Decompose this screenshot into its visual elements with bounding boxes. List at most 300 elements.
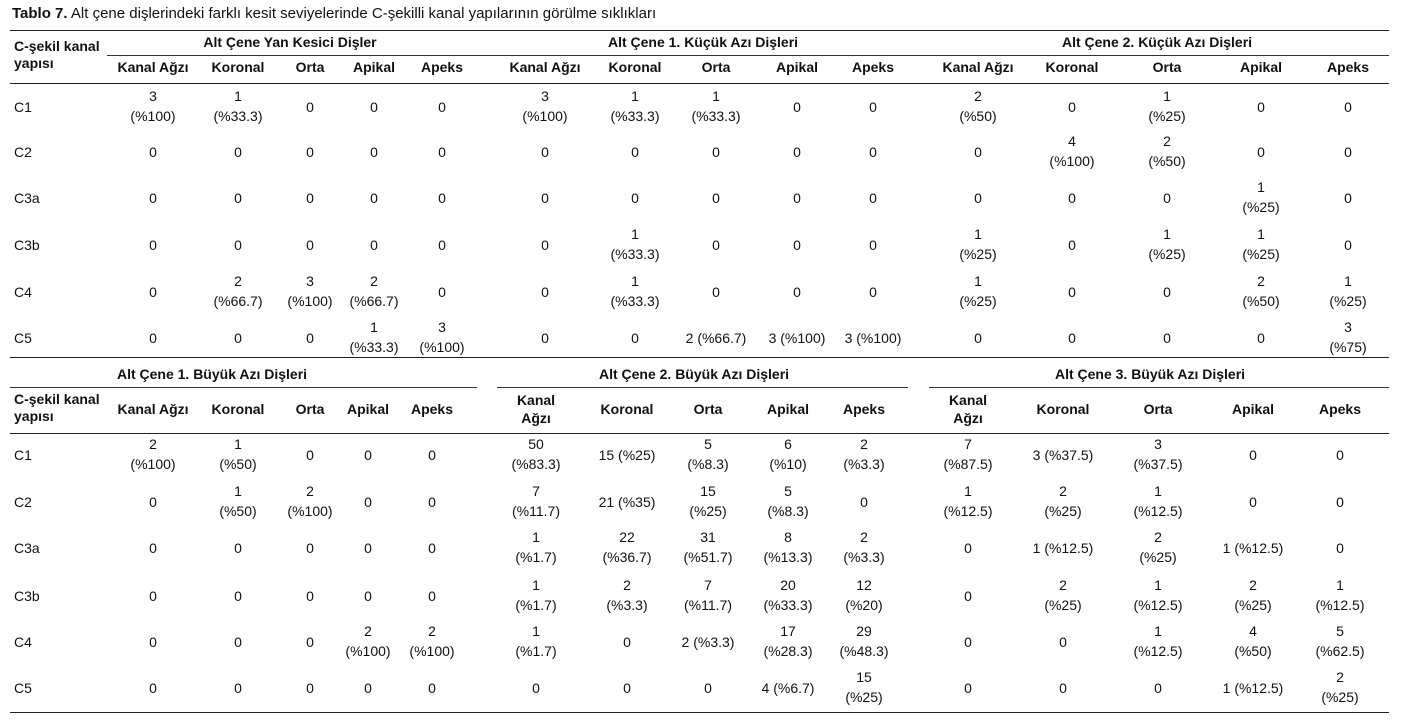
table-cell: 0: [793, 99, 801, 115]
table-cell: 1: [532, 529, 540, 545]
table-cell: 2: [1059, 577, 1067, 593]
table-cell: 1: [712, 88, 720, 104]
table-cell: 2 (%3.3): [681, 634, 735, 650]
row-header-label: C-şekil kanal: [14, 391, 100, 407]
table-cell: 0: [793, 284, 801, 300]
column-header: Apikal: [1231, 401, 1275, 417]
table-cell: 0: [1336, 447, 1344, 463]
column-header: Koronal: [211, 401, 265, 417]
row-label: C4: [14, 634, 32, 650]
table-cell: 0: [1336, 494, 1344, 510]
table-cell: 7: [964, 436, 972, 452]
column-header: Apikal: [766, 401, 810, 417]
table-cell: (%20): [845, 597, 883, 613]
table-cell: (%100): [130, 456, 176, 472]
table-cell: 0: [1249, 447, 1257, 463]
table-cell: 0: [1163, 284, 1171, 300]
table-cell: 4: [1249, 623, 1257, 639]
table-cell: (%25): [845, 689, 883, 705]
table-cell: 1 (%12.5): [1222, 680, 1284, 696]
table-cell: (%50): [1148, 153, 1186, 169]
table-cell: 0: [1068, 190, 1076, 206]
rule-line: [10, 433, 1389, 434]
table-cell: (%100): [409, 643, 455, 659]
table-cell: 0: [234, 330, 242, 346]
table-cell: 4 (%6.7): [761, 680, 815, 696]
table-cell: (%33.3): [610, 293, 660, 309]
column-header: Kanal: [516, 392, 556, 408]
table-cell: 0: [532, 680, 540, 696]
table-cell: 0: [1344, 237, 1352, 253]
table-cell: 2: [860, 436, 868, 452]
table-cell: (%3.3): [843, 549, 885, 565]
table-cell: 3 (%100): [844, 330, 902, 346]
table-cell: 0: [149, 144, 157, 160]
table-cell: (%48.3): [839, 643, 889, 659]
table-cell: 0: [712, 237, 720, 253]
table-cell: 1: [1336, 577, 1344, 593]
rule-line: [10, 357, 1389, 358]
table-cell: 0: [623, 680, 631, 696]
table-cell: 0: [364, 680, 372, 696]
table-cell: (%100): [522, 108, 568, 124]
table-cell: 0: [428, 680, 436, 696]
table-cell: 31: [700, 529, 716, 545]
rule-line: [10, 387, 477, 388]
table-cell: 1: [532, 623, 540, 639]
table-cell: 0: [306, 680, 314, 696]
table-cell: (%8.3): [767, 503, 809, 519]
table-cell: 0: [793, 144, 801, 160]
table-cell: 3: [438, 319, 446, 335]
group-title: Alt Çene 3. Büyük Azı Dişleri: [1054, 366, 1246, 382]
table-cell: 0: [704, 680, 712, 696]
row-label: C5: [14, 680, 32, 696]
row-label: C4: [14, 284, 32, 300]
table-cell: 2: [974, 88, 982, 104]
table-cell: 0: [1257, 144, 1265, 160]
column-header: Orta: [295, 59, 325, 75]
table-cell: 3 (%100): [768, 330, 826, 346]
row-label: C3a: [14, 190, 40, 206]
table-cell: 0: [370, 144, 378, 160]
table-cell: 0: [541, 330, 549, 346]
rule-line: [10, 712, 1389, 713]
table-cell: 3: [306, 273, 314, 289]
table-cell: (%12.5): [1133, 643, 1183, 659]
table-cell: 0: [428, 494, 436, 510]
table-cell: (%12.5): [943, 503, 993, 519]
table-cell: 1: [370, 319, 378, 335]
table-cell: 0: [793, 190, 801, 206]
table-cell: (%50): [1234, 643, 1272, 659]
table-cell: 0: [364, 540, 372, 556]
row-label: C1: [14, 99, 32, 115]
table-cell: 0: [149, 494, 157, 510]
group-title: Alt Çene 1. Küçük Azı Dişleri: [607, 34, 799, 50]
table-cell: 3 (%37.5): [1032, 447, 1094, 463]
table-cell: 29: [856, 623, 872, 639]
table-cell: (%3.3): [606, 597, 648, 613]
group-title: Alt Çene 2. Küçük Azı Dişleri: [1061, 34, 1253, 50]
table-cell: 0: [234, 680, 242, 696]
row-label: C5: [14, 330, 32, 346]
table-cell: 7: [704, 577, 712, 593]
table-cell: (%37.5): [1133, 456, 1183, 472]
table-cell: (%12.5): [1133, 503, 1183, 519]
table-cell: 0: [438, 237, 446, 253]
column-header: Kanal: [948, 392, 988, 408]
column-header: Apikal: [346, 401, 390, 417]
table-cell: 0: [149, 284, 157, 300]
table-cell: (%12.5): [1133, 597, 1183, 613]
table-cell: 0: [149, 540, 157, 556]
column-header: Koronal: [600, 401, 654, 417]
column-header: Apikal: [775, 59, 819, 75]
table-cell: (%25): [1044, 597, 1082, 613]
table-cell: (%25): [959, 293, 997, 309]
table-cell: 0: [712, 284, 720, 300]
table-cell: 1: [631, 88, 639, 104]
table-cell: (%33.3): [610, 246, 660, 262]
table-cell: 2 (%66.7): [685, 330, 747, 346]
table-cell: 0: [869, 99, 877, 115]
table-cell: 0: [974, 330, 982, 346]
table-cell: 0: [306, 588, 314, 604]
table-cell: 1: [631, 273, 639, 289]
column-header: Orta: [295, 401, 325, 417]
table-cell: 0: [631, 190, 639, 206]
column-header: Orta: [1152, 59, 1182, 75]
table-cell: 2: [623, 577, 631, 593]
table-cell: (%25): [959, 246, 997, 262]
table-cell: (%75): [1329, 339, 1367, 355]
table-cell: 1: [1163, 88, 1171, 104]
table-cell: 0: [793, 237, 801, 253]
table-cell: 0: [370, 237, 378, 253]
column-header: Kanal Ağzı: [942, 59, 1014, 75]
table-cell: 0: [1059, 634, 1067, 650]
table-cell: (%100): [419, 339, 465, 355]
table-cell: 1: [234, 483, 242, 499]
table-cell: (%33.3): [213, 108, 263, 124]
table-cell: 0: [370, 99, 378, 115]
table-cell: 0: [1068, 330, 1076, 346]
table-cell: 0: [370, 190, 378, 206]
table-cell: 0: [149, 237, 157, 253]
table-cell: 0: [1068, 237, 1076, 253]
table-cell: 0: [149, 588, 157, 604]
column-header: Orta: [701, 59, 731, 75]
table-cell: 8: [784, 529, 792, 545]
table-cell: 4: [1068, 133, 1076, 149]
table-cell: 0: [428, 540, 436, 556]
table-cell: 0: [149, 680, 157, 696]
group-title: Alt Çene 1. Büyük Azı Dişleri: [116, 366, 308, 382]
table-cell: 0: [234, 144, 242, 160]
table-cell: 0: [234, 237, 242, 253]
table-cell: 2: [1154, 529, 1162, 545]
column-header: Kanal Ağzı: [509, 59, 581, 75]
table-cell: 20: [780, 577, 796, 593]
rule-line: [930, 55, 1389, 56]
table-cell: (%66.7): [349, 293, 399, 309]
table-cell: 1: [234, 88, 242, 104]
table-cell: 15: [700, 483, 716, 499]
table-cell: (%100): [130, 108, 176, 124]
table-cell: (%1.7): [515, 597, 557, 613]
table-cell: 0: [1336, 540, 1344, 556]
column-header: Koronal: [211, 59, 265, 75]
table-cell: 0: [1249, 494, 1257, 510]
table-cell: 2: [1059, 483, 1067, 499]
table-cell: (%51.7): [683, 549, 733, 565]
table-cell: 0: [1344, 144, 1352, 160]
table-cell: (%100): [287, 503, 333, 519]
table-cell: 17: [780, 623, 796, 639]
table-cell: (%50): [1242, 293, 1280, 309]
table-cell: 5: [784, 483, 792, 499]
table-cell: 1: [974, 226, 982, 242]
column-header: Kanal Ağzı: [117, 401, 189, 417]
rule-line: [929, 387, 1389, 388]
table-cell: (%50): [219, 503, 257, 519]
table-cell: (%25): [689, 503, 727, 519]
table-cell: 0: [541, 284, 549, 300]
table-cell: (%8.3): [687, 456, 729, 472]
table-cell: (%3.3): [843, 456, 885, 472]
table-cell: 0: [306, 540, 314, 556]
table-cell: (%25): [1148, 108, 1186, 124]
table-cell: 0: [438, 144, 446, 160]
column-header: Apeks: [410, 401, 454, 417]
table-cell: 0: [1163, 330, 1171, 346]
table-cell: 15: [856, 669, 872, 685]
rule-line: [500, 55, 930, 56]
table-cell: (%36.7): [602, 549, 652, 565]
table-cell: 0: [712, 144, 720, 160]
table-cell: 2: [370, 273, 378, 289]
row-label: C3b: [14, 237, 40, 253]
column-header: Apeks: [1326, 59, 1370, 75]
table-cell: 0: [438, 284, 446, 300]
table-cell: 0: [974, 144, 982, 160]
table-cell: 5: [1336, 623, 1344, 639]
table-cell: 12: [856, 577, 872, 593]
table-cell: 6: [784, 436, 792, 452]
column-header: Ağzı: [521, 410, 551, 426]
column-header: Apikal: [352, 59, 396, 75]
table-cell: 0: [306, 99, 314, 115]
table-cell: 0: [974, 190, 982, 206]
table-cell: 1: [1344, 273, 1352, 289]
table-cell: 1: [1257, 226, 1265, 242]
table-cell: 0: [860, 494, 868, 510]
table-cell: (%50): [959, 108, 997, 124]
table-cell: 0: [234, 190, 242, 206]
table-cell: 0: [964, 680, 972, 696]
table-cell: (%33.3): [691, 108, 741, 124]
table-cell: 0: [306, 330, 314, 346]
row-label: C2: [14, 144, 32, 160]
table-cell: 0: [149, 330, 157, 346]
table-cell: 1: [234, 436, 242, 452]
table-cell: (%1.7): [515, 549, 557, 565]
table-cell: (%25): [1234, 597, 1272, 613]
table-cell: 1 (%12.5): [1222, 540, 1284, 556]
table-cell: (%11.7): [512, 503, 560, 519]
table-cell: (%33.3): [610, 108, 660, 124]
caption-text: Alt çene dişlerindeki farklı kesit seviyelerinde C-şekilli kanal yapılarının görülme sıklıkları: [70, 5, 657, 22]
table-cell: 0: [306, 190, 314, 206]
table-cell: 0: [1154, 680, 1162, 696]
table-cell: 50: [528, 436, 544, 452]
table-cell: (%25): [1321, 689, 1359, 705]
table-cell: (%100): [1049, 153, 1095, 169]
table-cell: (%25): [1329, 293, 1367, 309]
row-header-label: yapısı: [14, 408, 54, 424]
table-cell: (%66.7): [213, 293, 263, 309]
table-cell: 15 (%25): [598, 447, 656, 463]
table-cell: 0: [541, 237, 549, 253]
table-cell: (%100): [287, 293, 333, 309]
column-header: Apeks: [1318, 401, 1362, 417]
table-cell: 7: [532, 483, 540, 499]
table-cell: 0: [964, 588, 972, 604]
row-label: C1: [14, 447, 32, 463]
caption-label: Tablo 7.: [12, 5, 68, 22]
table-cell: 2: [860, 529, 868, 545]
rule-line: [10, 30, 1389, 31]
table-cell: (%25): [1242, 246, 1280, 262]
table-cell: 0: [364, 588, 372, 604]
column-header: Apeks: [420, 59, 464, 75]
table-cell: (%12.5): [1315, 597, 1365, 613]
table-cell: (%50): [219, 456, 257, 472]
table-cell: 0: [541, 190, 549, 206]
table-cell: 1: [964, 483, 972, 499]
table-cell: 0: [1257, 330, 1265, 346]
rule-line: [10, 83, 1389, 84]
table-cell: (%33.3): [763, 597, 813, 613]
table-cell: 0: [1068, 99, 1076, 115]
column-header: Apikal: [1239, 59, 1283, 75]
column-header: Apeks: [842, 401, 886, 417]
table-cell: 0: [149, 190, 157, 206]
row-header-label: yapısı: [14, 55, 54, 71]
table-cell: 0: [1059, 680, 1067, 696]
table-cell: 0: [869, 190, 877, 206]
row-header-label: C-şekil kanal: [14, 38, 100, 54]
table-cell: 0: [1344, 99, 1352, 115]
table-cell: 0: [623, 634, 631, 650]
table-cell: 2: [306, 483, 314, 499]
table-cell: 0: [306, 634, 314, 650]
table-cell: 1 (%12.5): [1032, 540, 1094, 556]
table-cell: 2: [1249, 577, 1257, 593]
table-cell: 0: [964, 634, 972, 650]
table-cell: 0: [438, 99, 446, 115]
table-cell: 1: [1154, 483, 1162, 499]
table-cell: 0: [869, 237, 877, 253]
table-cell: 22: [619, 529, 635, 545]
table-cell: 2: [428, 623, 436, 639]
group-title: Alt Çene Yan Kesici Dişler: [203, 34, 377, 50]
table-cell: 1: [1163, 226, 1171, 242]
table-cell: (%33.3): [349, 339, 399, 355]
table-cell: (%25): [1148, 246, 1186, 262]
row-label: C3a: [14, 540, 40, 556]
table-cell: (%25): [1242, 199, 1280, 215]
table-cell: (%100): [345, 643, 391, 659]
column-header: Koronal: [1045, 59, 1099, 75]
table-cell: 0: [541, 144, 549, 160]
column-header: Kanal Ağzı: [117, 59, 189, 75]
table-cell: (%62.5): [1315, 643, 1365, 659]
column-header: Apeks: [851, 59, 895, 75]
table-cell: 0: [364, 447, 372, 463]
table-cell: 0: [869, 144, 877, 160]
row-label: C3b: [14, 588, 40, 604]
table-cell: 2: [1163, 133, 1171, 149]
table-cell: 0: [234, 540, 242, 556]
table-cell: (%25): [1044, 503, 1082, 519]
table-cell: 0: [1068, 284, 1076, 300]
table-cell: 1: [1154, 623, 1162, 639]
table-cell: 3: [1154, 436, 1162, 452]
table-cell: 0: [364, 494, 372, 510]
table-cell: 21 (%35): [598, 494, 656, 510]
column-header: Koronal: [1036, 401, 1090, 417]
table-cell: 0: [1163, 190, 1171, 206]
table-cell: 1: [532, 577, 540, 593]
rule-line: [107, 55, 500, 56]
table-cell: 0: [438, 190, 446, 206]
table-cell: 2: [1336, 669, 1344, 685]
group-title: Alt Çene 2. Büyük Azı Dişleri: [598, 366, 790, 382]
rule-line: [497, 387, 908, 388]
table-cell: (%83.3): [511, 456, 561, 472]
table-cell: (%87.5): [943, 456, 993, 472]
table-cell: (%25): [1139, 549, 1177, 565]
table-cell: 0: [631, 330, 639, 346]
table-cell: 3: [541, 88, 549, 104]
table-cell: 1: [631, 226, 639, 242]
table-cell: 3: [1344, 319, 1352, 335]
table-cell: (%11.7): [684, 597, 732, 613]
table-cell: 2: [1257, 273, 1265, 289]
table-cell: 0: [234, 634, 242, 650]
table-cell: 1: [1154, 577, 1162, 593]
row-label: C2: [14, 494, 32, 510]
table-cell: 0: [428, 447, 436, 463]
table-cell: (%28.3): [763, 643, 813, 659]
column-header: Koronal: [608, 59, 662, 75]
table-cell: 0: [234, 588, 242, 604]
table-cell: 0: [428, 588, 436, 604]
column-header: Orta: [693, 401, 723, 417]
table-cell: 5: [704, 436, 712, 452]
table-cell: 3: [149, 88, 157, 104]
table-cell: 0: [306, 237, 314, 253]
column-header: Ağzı: [953, 410, 983, 426]
table-cell: 0: [712, 190, 720, 206]
table-cell: 0: [1257, 99, 1265, 115]
table-cell: 0: [631, 144, 639, 160]
table-caption: [12, 5, 656, 22]
table-cell: 2: [234, 273, 242, 289]
table-cell: 0: [964, 540, 972, 556]
